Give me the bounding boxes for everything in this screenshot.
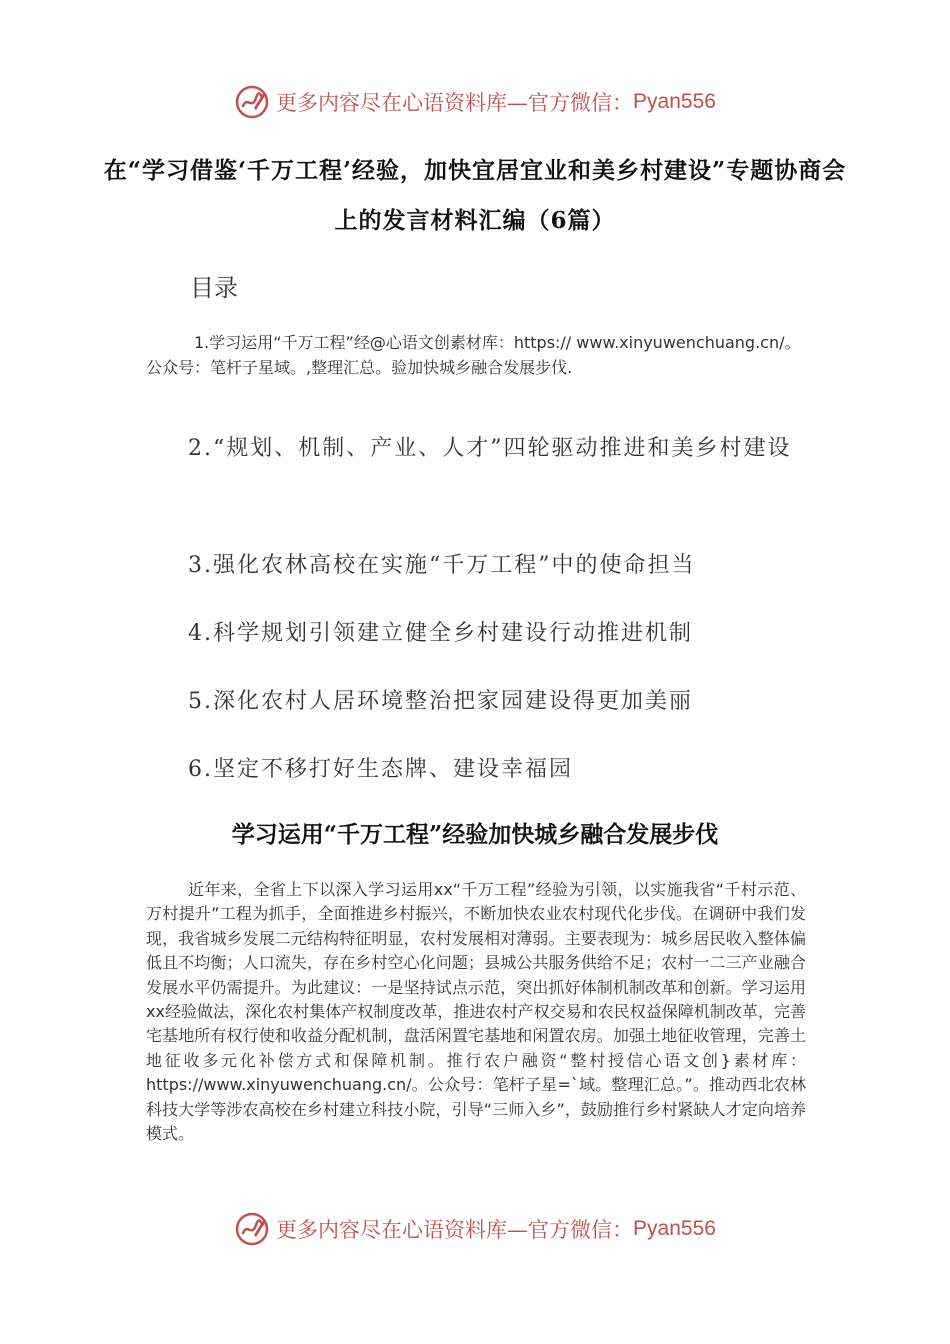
toc-item-6-text: 6.坚定不移打好生态牌、建设幸福园 xyxy=(188,757,573,782)
pen-scribble-logo-icon xyxy=(234,84,270,120)
footer-banner xyxy=(0,1207,950,1251)
toc-item-5 xyxy=(146,677,806,727)
toc-item-2 xyxy=(146,424,806,474)
header-banner xyxy=(0,80,950,124)
document-title: 在“学习借鉴‘千万工程’经验，加快宜居宜业和美乡村建设”专题协商会上的发言材料汇编（6篇） xyxy=(103,157,847,234)
toc-item-4 xyxy=(146,609,806,659)
toc-item-3 xyxy=(146,541,806,591)
toc-item-6 xyxy=(146,745,806,795)
toc-item-2-text: 2.“规划、机制、产业、人才”四轮驱动推进和美乡村建设 xyxy=(188,436,792,461)
banner-wechat-id: Pyan556 xyxy=(633,1217,716,1240)
banner-text: 更多内容尽在心语资料库—官方微信： xyxy=(276,1218,634,1242)
toc-item-1: 1.学习运用“千万工程”经@心语文创素材库：https:// www.xinyuwenchuang.cn/。公众号：笔杆子星域。,整理汇总。验加快城乡融合发展步伐. xyxy=(146,333,801,377)
toc-item-5-text: 5.深化农村人居环境整治把家园建设得更加美丽 xyxy=(188,689,693,714)
section-title: 学习运用“千万工程”经验加快城乡融合发展步伐 xyxy=(231,821,719,848)
banner-text: 更多内容尽在心语资料库—官方微信： xyxy=(276,91,634,115)
banner-wechat-id: Pyan556 xyxy=(633,90,716,113)
toc-item-3-text: 3.强化农林高校在实施“千万工程”中的使命担当 xyxy=(188,553,696,578)
body-paragraph: 近年来，全省上下以深入学习运用xx“千万工程”经验为引领，以实施我省“千村示范、万村提升”工程为抓手，全面推进乡村振兴，不断加快农业农村现代化步伐。在调研中我们发现，我省城乡发展二元结构特征明显，农村发展相对薄弱。主要表现为：城乡居民收入整体偏低且不均衡；人口流失，存在乡村空心化问题；县城公共服务供给不足；农村一二三产业融合发展水平仍需提升。为此建议：一是坚持试点示范，突出抓好体制机制改革和创新。学习运用xx经验做法，深化农村集体产权制度改革，推进农村产权交易和农民权益保障机制改革，完善宅基地所有权行使和收益分配机制，盘活闲置宅基地和闲置农房。加强土地征收管理，完善土地征收多元化补偿方式和保障机制。推行农户融资“整村授信心语文创}素材库：https://www.xinyuwenchuang.cn/。公众号：笔杆子星=`域。整理汇总。”。推动西北农林科技大学等涉农高校在乡村建立科技小院，引导“三师入乡”，鼓励推行乡村紧缺人才定向培养模式。 xyxy=(146,880,806,1144)
toc-heading: 目录 xyxy=(190,274,238,302)
toc-item-4-text: 4.科学规划引领建立健全乡村建设行动推进机制 xyxy=(188,621,693,646)
pen-scribble-logo-icon xyxy=(234,1211,270,1247)
